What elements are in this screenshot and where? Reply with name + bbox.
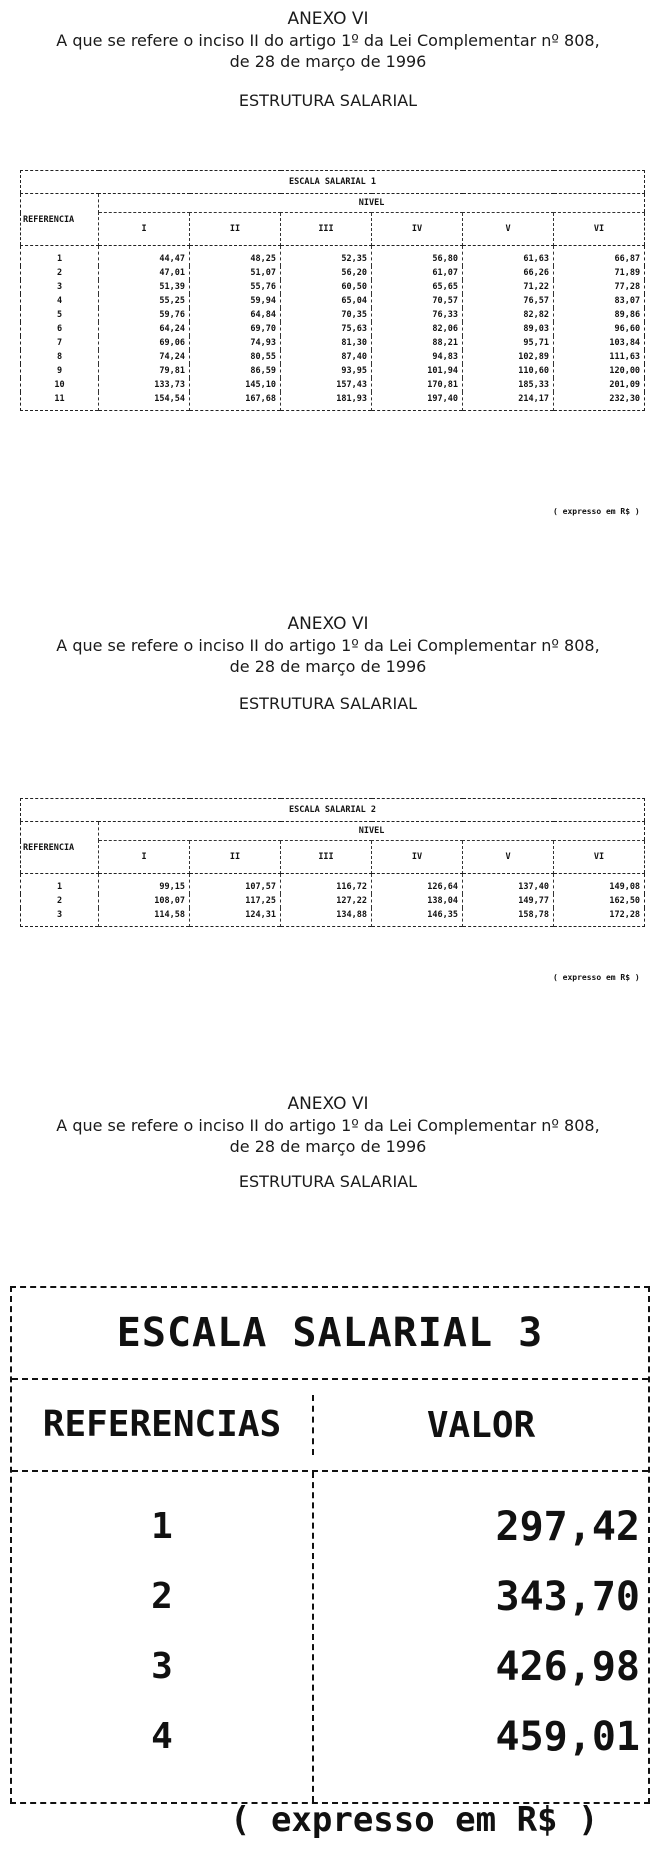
structure-title: ESTRUTURA SALARIAL bbox=[238, 1172, 418, 1191]
value-cell: 170,81 bbox=[372, 378, 463, 392]
value-cell: 55,76 bbox=[190, 280, 281, 294]
value-cell: 214,17 bbox=[463, 392, 554, 411]
value-cell: 65,04 bbox=[281, 294, 372, 308]
law-date: de 28 de março de 1996 bbox=[229, 1137, 427, 1156]
annex-title: ANEXO VI bbox=[287, 1094, 369, 1114]
value-cell: 81,30 bbox=[281, 336, 372, 350]
value-cell: 44,47 bbox=[99, 246, 190, 267]
law-reference: A que se refere o inciso II do artigo 1º da Lei Complementar nº 808, bbox=[56, 636, 600, 655]
value-cell: 60,50 bbox=[281, 280, 372, 294]
level-label: II bbox=[190, 213, 281, 246]
level-label: IV bbox=[372, 213, 463, 246]
value-cell: 138,04 bbox=[372, 894, 463, 908]
value-cell: 162,50 bbox=[609, 896, 641, 906]
value-cell: 116,72 bbox=[281, 874, 372, 895]
table-row bbox=[21, 350, 645, 364]
table-caption: ESCALA SALARIAL 1 bbox=[21, 171, 645, 194]
value-cell: 114,58 bbox=[99, 908, 190, 927]
value-cell: 102,89 bbox=[463, 350, 554, 364]
reference-header: REFERENCIA bbox=[21, 822, 99, 874]
value-cell: 107,57 bbox=[190, 874, 281, 895]
reference-cell: 3 bbox=[21, 908, 99, 927]
table-row bbox=[21, 246, 645, 267]
value-cell: 89,86 bbox=[614, 310, 641, 320]
level-header: NIVEL bbox=[99, 194, 645, 213]
value-cell: 89,03 bbox=[463, 322, 554, 336]
value-cell: 79,81 bbox=[99, 364, 190, 378]
salary-table-2 bbox=[20, 798, 645, 927]
value-cell: 80,55 bbox=[190, 350, 281, 364]
table-caption: ESCALA SALARIAL 2 bbox=[21, 799, 645, 822]
table-row bbox=[21, 280, 645, 294]
value-cell: 51,39 bbox=[99, 280, 190, 294]
annex-title: ANEXO VI bbox=[287, 614, 369, 634]
reference-cell: 3 bbox=[151, 1646, 173, 1687]
value-cell: 343,70 bbox=[495, 1574, 640, 1620]
level-label: I bbox=[99, 213, 190, 246]
value-cell: 70,57 bbox=[372, 294, 463, 308]
annex-title: ANEXO VI bbox=[287, 9, 369, 29]
value-cell: 185,33 bbox=[463, 378, 554, 392]
currency-note: ( expresso em R$ ) bbox=[553, 973, 640, 982]
value-header: VALOR bbox=[426, 1404, 536, 1446]
level-header: NIVEL bbox=[99, 822, 645, 841]
value-cell: 59,76 bbox=[99, 308, 190, 322]
reference-header: REFERENCIAS bbox=[12, 1395, 314, 1455]
value-cell: 59,94 bbox=[190, 294, 281, 308]
reference-cell: 2 bbox=[21, 266, 99, 280]
reference-cell: 11 bbox=[21, 392, 99, 411]
value-cell: 82,06 bbox=[372, 322, 463, 336]
value-cell: 232,30 bbox=[609, 394, 641, 404]
table-row bbox=[21, 336, 645, 350]
table-header-row bbox=[12, 1380, 648, 1472]
section-3-header bbox=[0, 1093, 656, 1192]
level-label: II bbox=[190, 841, 281, 874]
level-label: III bbox=[281, 213, 372, 246]
table-row bbox=[21, 378, 645, 392]
value-cell: 87,40 bbox=[281, 350, 372, 364]
reference-cell: 4 bbox=[21, 294, 99, 308]
salary-table-3 bbox=[10, 1286, 650, 1804]
value-cell: 108,07 bbox=[99, 894, 190, 908]
value-cell: 88,21 bbox=[372, 336, 463, 350]
value-cell: 77,28 bbox=[614, 282, 641, 292]
value-cell: 127,22 bbox=[281, 894, 372, 908]
value-cell: 145,10 bbox=[190, 378, 281, 392]
value-cell: 134,88 bbox=[281, 908, 372, 927]
value-cell: 137,40 bbox=[463, 874, 554, 895]
value-cell: 74,24 bbox=[99, 350, 190, 364]
level-label: V bbox=[463, 213, 554, 246]
value-cell: 120,00 bbox=[609, 366, 641, 376]
reference-cell: 9 bbox=[21, 364, 99, 378]
value-cell: 83,07 bbox=[614, 296, 641, 306]
value-cell: 69,06 bbox=[99, 336, 190, 350]
structure-title: ESTRUTURA SALARIAL bbox=[238, 694, 418, 713]
table-row bbox=[21, 392, 645, 411]
reference-header: REFERENCIA bbox=[21, 194, 99, 246]
value-cell: 101,94 bbox=[372, 364, 463, 378]
value-cell: 96,60 bbox=[614, 324, 641, 334]
value-cell: 172,28 bbox=[609, 910, 641, 920]
value-cell: 133,73 bbox=[99, 378, 190, 392]
value-cell: 56,80 bbox=[372, 246, 463, 267]
law-date: de 28 de março de 1996 bbox=[229, 657, 427, 676]
value-cell: 103,84 bbox=[609, 338, 641, 348]
value-cell: 94,83 bbox=[372, 350, 463, 364]
value-cell: 99,15 bbox=[99, 874, 190, 895]
section-2-header bbox=[0, 613, 656, 714]
value-cell: 69,70 bbox=[190, 322, 281, 336]
reference-cell: 3 bbox=[21, 280, 99, 294]
value-cell: 201,09 bbox=[609, 380, 641, 390]
value-cell: 93,95 bbox=[281, 364, 372, 378]
value-cell: 459,01 bbox=[495, 1714, 640, 1760]
value-cell: 74,93 bbox=[190, 336, 281, 350]
reference-cell: 10 bbox=[21, 378, 99, 392]
value-cell: 124,31 bbox=[190, 908, 281, 927]
value-cell: 52,35 bbox=[281, 246, 372, 267]
value-cell: 76,57 bbox=[463, 294, 554, 308]
value-cell: 110,60 bbox=[463, 364, 554, 378]
reference-cell: 2 bbox=[151, 1576, 173, 1617]
law-date: de 28 de março de 1996 bbox=[229, 52, 427, 71]
structure-title: ESTRUTURA SALARIAL bbox=[238, 91, 418, 110]
table-row bbox=[21, 364, 645, 378]
value-cell: 66,87 bbox=[614, 254, 641, 264]
level-label: VI bbox=[554, 841, 645, 874]
value-cell: 146,35 bbox=[372, 908, 463, 927]
value-cell: 61,07 bbox=[372, 266, 463, 280]
value-cell: 76,33 bbox=[372, 308, 463, 322]
value-column bbox=[314, 1472, 648, 1802]
value-cell: 71,89 bbox=[614, 268, 641, 278]
reference-cell: 2 bbox=[21, 894, 99, 908]
value-cell: 154,54 bbox=[99, 392, 190, 411]
law-reference: A que se refere o inciso II do artigo 1º da Lei Complementar nº 808, bbox=[56, 1116, 600, 1135]
value-cell: 149,08 bbox=[609, 882, 641, 892]
value-cell: 65,65 bbox=[372, 280, 463, 294]
value-cell: 86,59 bbox=[190, 364, 281, 378]
value-cell: 149,77 bbox=[463, 894, 554, 908]
table-body bbox=[12, 1472, 648, 1802]
table-row bbox=[21, 908, 645, 927]
table-row bbox=[21, 322, 645, 336]
value-cell: 426,98 bbox=[495, 1644, 640, 1690]
table-row bbox=[21, 894, 645, 908]
salary-table-1 bbox=[20, 170, 645, 411]
value-cell: 64,24 bbox=[99, 322, 190, 336]
reference-cell: 8 bbox=[21, 350, 99, 364]
value-cell: 82,82 bbox=[463, 308, 554, 322]
level-label: V bbox=[463, 841, 554, 874]
value-cell: 126,64 bbox=[372, 874, 463, 895]
currency-note: ( expresso em R$ ) bbox=[553, 507, 640, 516]
table-row bbox=[21, 308, 645, 322]
reference-cell: 5 bbox=[21, 308, 99, 322]
value-cell: 70,35 bbox=[281, 308, 372, 322]
table-row bbox=[21, 294, 645, 308]
reference-cell: 1 bbox=[21, 874, 99, 895]
section-1-header bbox=[0, 8, 656, 111]
value-cell: 75,63 bbox=[281, 322, 372, 336]
value-cell: 197,40 bbox=[372, 392, 463, 411]
value-cell: 71,22 bbox=[463, 280, 554, 294]
level-label: IV bbox=[372, 841, 463, 874]
reference-cell: 1 bbox=[151, 1506, 173, 1547]
value-cell: 181,93 bbox=[281, 392, 372, 411]
value-cell: 157,43 bbox=[281, 378, 372, 392]
currency-note: ( expresso em R$ ) bbox=[230, 1800, 599, 1840]
level-label: VI bbox=[554, 213, 645, 246]
reference-cell: 6 bbox=[21, 322, 99, 336]
value-cell: 167,68 bbox=[190, 392, 281, 411]
value-cell: 158,78 bbox=[463, 908, 554, 927]
level-label: III bbox=[281, 841, 372, 874]
value-cell: 297,42 bbox=[495, 1504, 640, 1550]
value-cell: 117,25 bbox=[190, 894, 281, 908]
reference-cell: 7 bbox=[21, 336, 99, 350]
value-cell: 48,25 bbox=[190, 246, 281, 267]
value-cell: 56,20 bbox=[281, 266, 372, 280]
table-row bbox=[21, 874, 645, 895]
value-cell: 95,71 bbox=[463, 336, 554, 350]
value-cell: 66,26 bbox=[463, 266, 554, 280]
law-reference: A que se refere o inciso II do artigo 1º da Lei Complementar nº 808, bbox=[56, 31, 600, 50]
reference-cell: 4 bbox=[151, 1716, 173, 1757]
table-caption: ESCALA SALARIAL 3 bbox=[12, 1288, 648, 1380]
value-cell: 47,01 bbox=[99, 266, 190, 280]
table-row bbox=[21, 266, 645, 280]
value-cell: 111,63 bbox=[609, 352, 641, 362]
reference-cell: 1 bbox=[21, 246, 99, 267]
level-label: I bbox=[99, 841, 190, 874]
value-cell: 61,63 bbox=[463, 246, 554, 267]
value-cell: 51,07 bbox=[190, 266, 281, 280]
reference-column bbox=[12, 1472, 314, 1802]
value-cell: 55,25 bbox=[99, 294, 190, 308]
value-cell: 64,84 bbox=[190, 308, 281, 322]
